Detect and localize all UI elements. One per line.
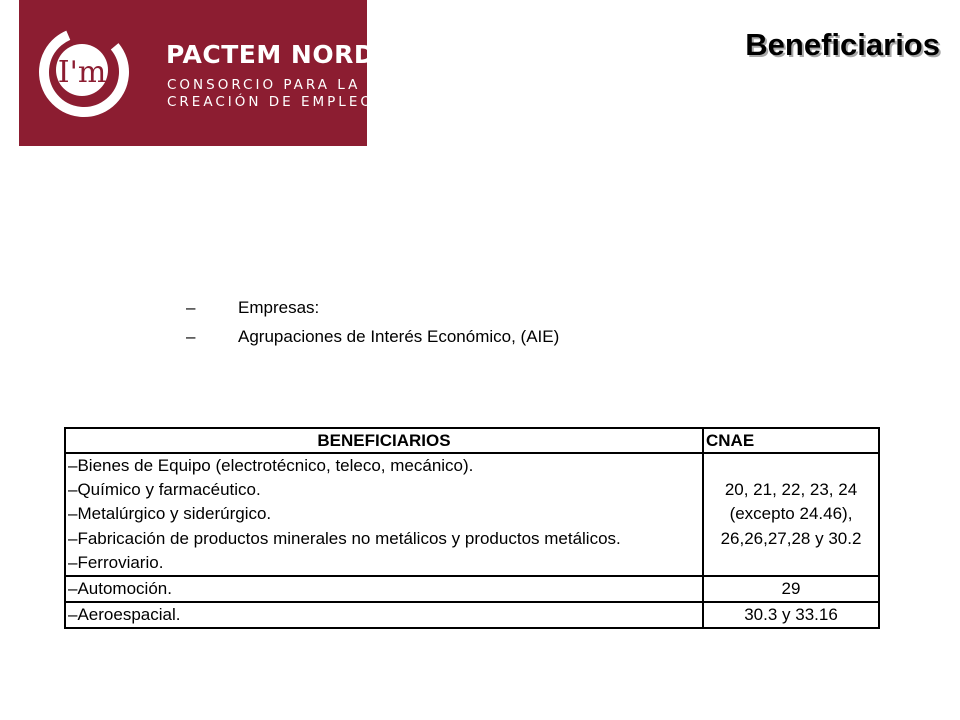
cnae-cell: 29: [703, 576, 879, 602]
sector-item: –Metalúrgico y siderúrgico.: [68, 504, 272, 524]
list-item: [186, 293, 559, 322]
bullet-dash: –: [186, 297, 196, 317]
logo-subtitle-line-2: CREACIÓN DE EMPLEO: [167, 94, 374, 110]
logo-emblem-icon: [19, 0, 367, 146]
sector-item: –Fabricación de productos minerales no metálicos y productos metálicos.: [68, 528, 621, 548]
logo-title: PACTEM NORD: [166, 40, 376, 69]
sector-item: –Ferroviario.: [68, 552, 164, 572]
table-header-row: [65, 428, 879, 453]
sector-item: –Bienes de Equipo (electrotécnico, teleco, mecánico).: [68, 456, 474, 475]
sectors-cell: [65, 453, 703, 576]
bullet-text: Empresas:: [238, 297, 320, 317]
sector-cell: –Aeroespacial.: [65, 602, 703, 628]
list-item: [186, 322, 559, 351]
table-row: [65, 453, 879, 576]
sector-item: –Químico y farmacéutico.: [68, 480, 261, 500]
beneficiary-types-list: [186, 293, 559, 351]
header-beneficiarios: BENEFICIARIOS: [65, 428, 703, 453]
pactem-nord-logo: [19, 0, 376, 146]
logo-subtitle-line-1: CONSORCIO PARA LA: [167, 77, 361, 93]
bullet-dash: –: [186, 326, 196, 346]
bullet-text: Agrupaciones de Interés Económico, (AIE): [238, 326, 560, 346]
cnae-line: 20, 21, 22, 23, 24: [724, 480, 858, 500]
cnae-line: 26,26,27,28 y 30.2: [720, 528, 862, 548]
table-row: [65, 576, 879, 602]
beneficiaries-table: [64, 427, 880, 629]
logo-mark: I'm: [57, 55, 107, 90]
sector-cell: –Automoción.: [65, 576, 703, 602]
cnae-cell: [703, 453, 879, 576]
cnae-cell: 30.3 y 33.16: [703, 602, 879, 628]
page-title: Beneficiarios: [745, 27, 940, 62]
cnae-line: (excepto 24.46),: [729, 504, 853, 524]
header-cnae: CNAE: [703, 428, 879, 453]
table-row: [65, 602, 879, 628]
